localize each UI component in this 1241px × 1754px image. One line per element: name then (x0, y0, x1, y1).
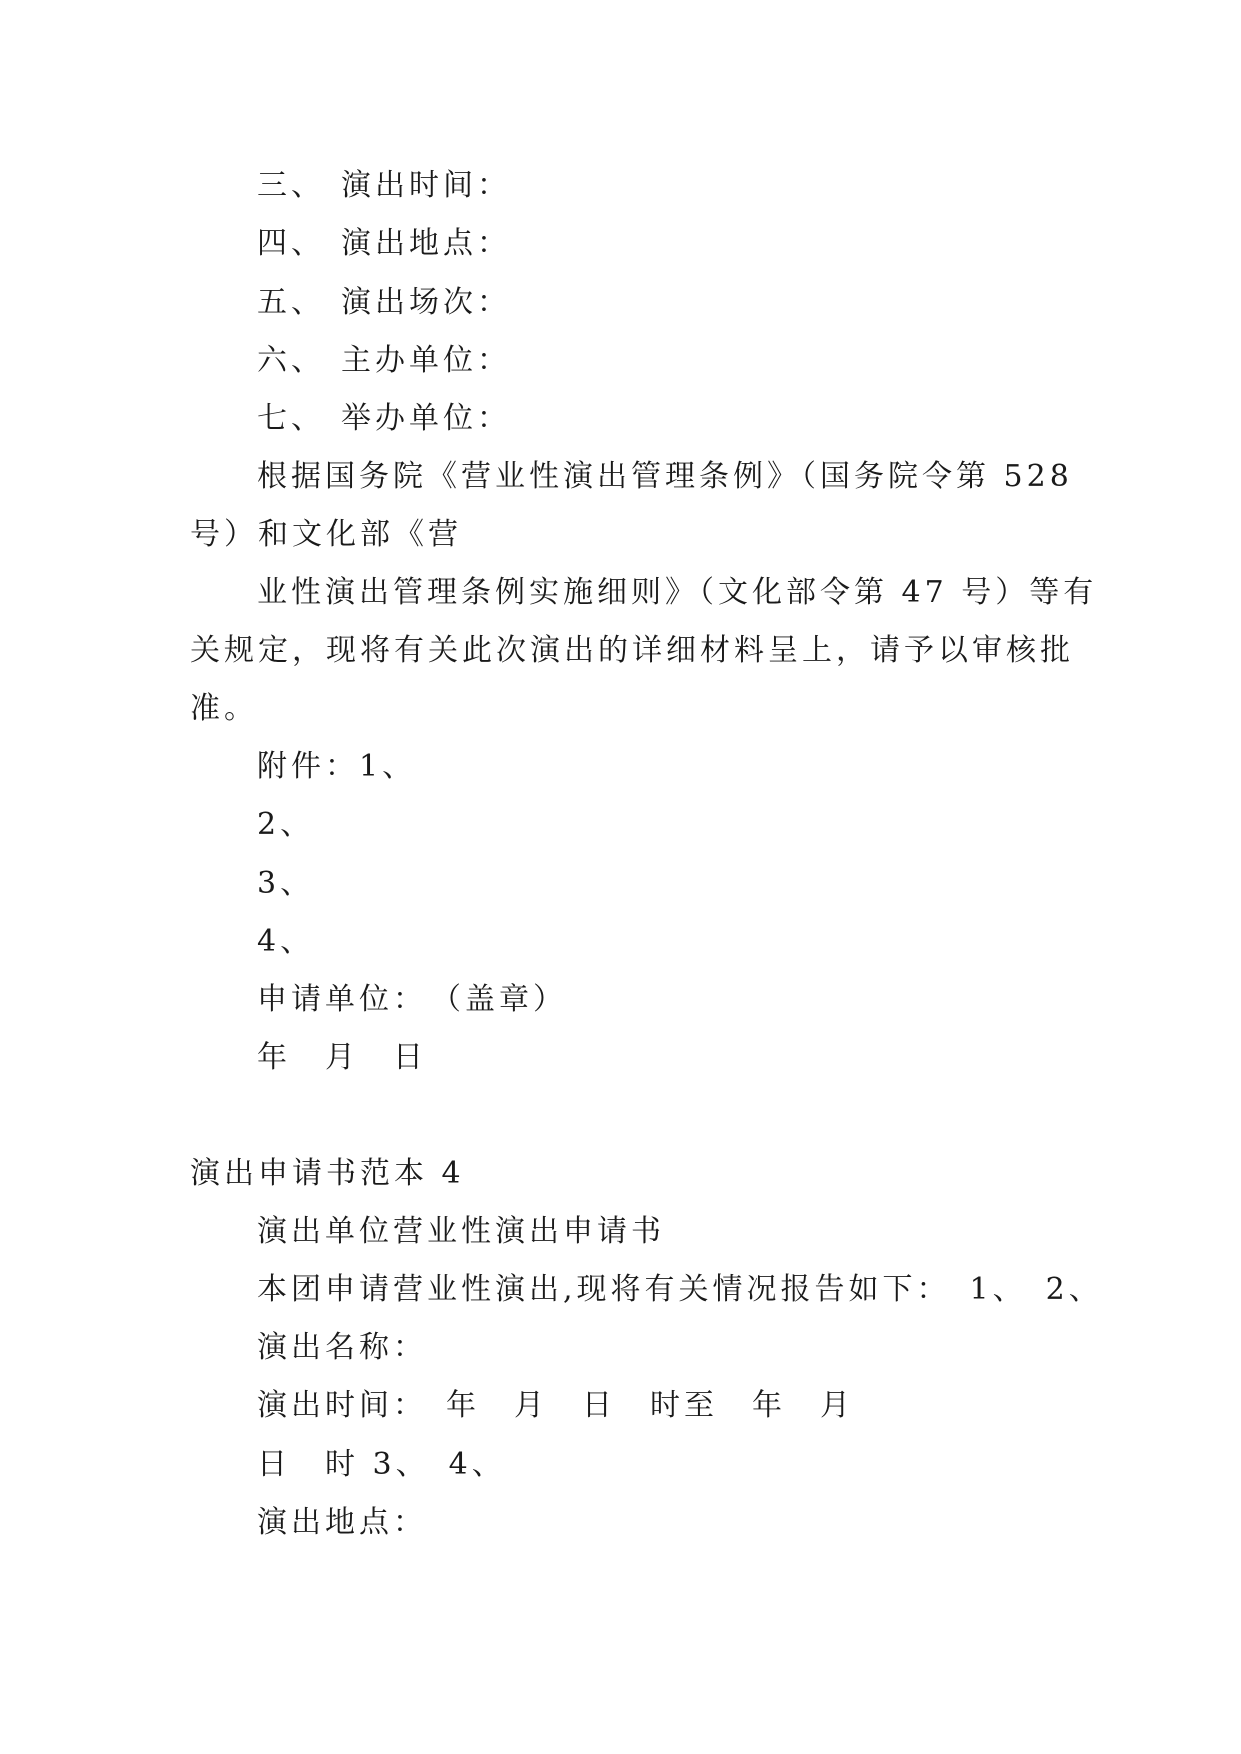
item-number: 七、 (257, 401, 325, 436)
item-performance-time (257, 166, 511, 206)
paragraph-line-3: 业性演出管理条例实施细则》（文化部令第 47 号）等有 (257, 575, 1098, 610)
paragraph-line-4: 关规定，现将有关此次演出的详细材料呈上，请予以审核批 (190, 633, 1074, 668)
attachment-2: 2、 (257, 807, 315, 842)
sample-title: 演出单位营业性演出申请书 (257, 1214, 665, 1249)
sample-performance-name: 演出名称： (257, 1330, 427, 1365)
item-label: 演出地点： (341, 226, 511, 261)
item-number: 四、 (257, 226, 325, 261)
item-label: 演出场次： (341, 285, 511, 320)
sample-intro: 本团申请营业性演出,现将有关情况报告如下： 1、 2、 (257, 1272, 1103, 1307)
item-number: 三、 (257, 168, 325, 203)
item-number: 五、 (257, 285, 325, 320)
paragraph-line-1: 根据国务院《营业性演出管理条例》（国务院令第 528 (257, 459, 1073, 494)
sample-performance-time-cont: 日 时 3、 4、 (257, 1447, 506, 1482)
item-performance-shows (257, 283, 511, 323)
paragraph-line-5: 准。 (190, 691, 258, 726)
item-label: 举办单位： (341, 401, 511, 436)
paragraph-line-2: 号）和文化部《营 (190, 517, 462, 552)
sample-heading: 演出申请书范本 4 (190, 1156, 465, 1191)
attachment-3: 3、 (257, 866, 315, 901)
item-host-unit (257, 341, 511, 381)
item-label: 主办单位： (341, 343, 511, 378)
sample-performance-venue: 演出地点： (257, 1505, 427, 1540)
item-organizer-unit (257, 399, 511, 439)
attachment-4: 4、 (257, 924, 315, 959)
attachment-1: 附件：1、 (257, 749, 417, 784)
applicant-date: 年 月 日 (257, 1040, 427, 1075)
item-performance-venue (257, 224, 511, 264)
sample-performance-time: 演出时间： 年 月 日 时至 年 月 (257, 1388, 854, 1423)
item-label: 演出时间： (341, 168, 511, 203)
item-number: 六、 (257, 343, 325, 378)
applicant-seal-line: 申请单位： （盖章） (257, 982, 567, 1017)
